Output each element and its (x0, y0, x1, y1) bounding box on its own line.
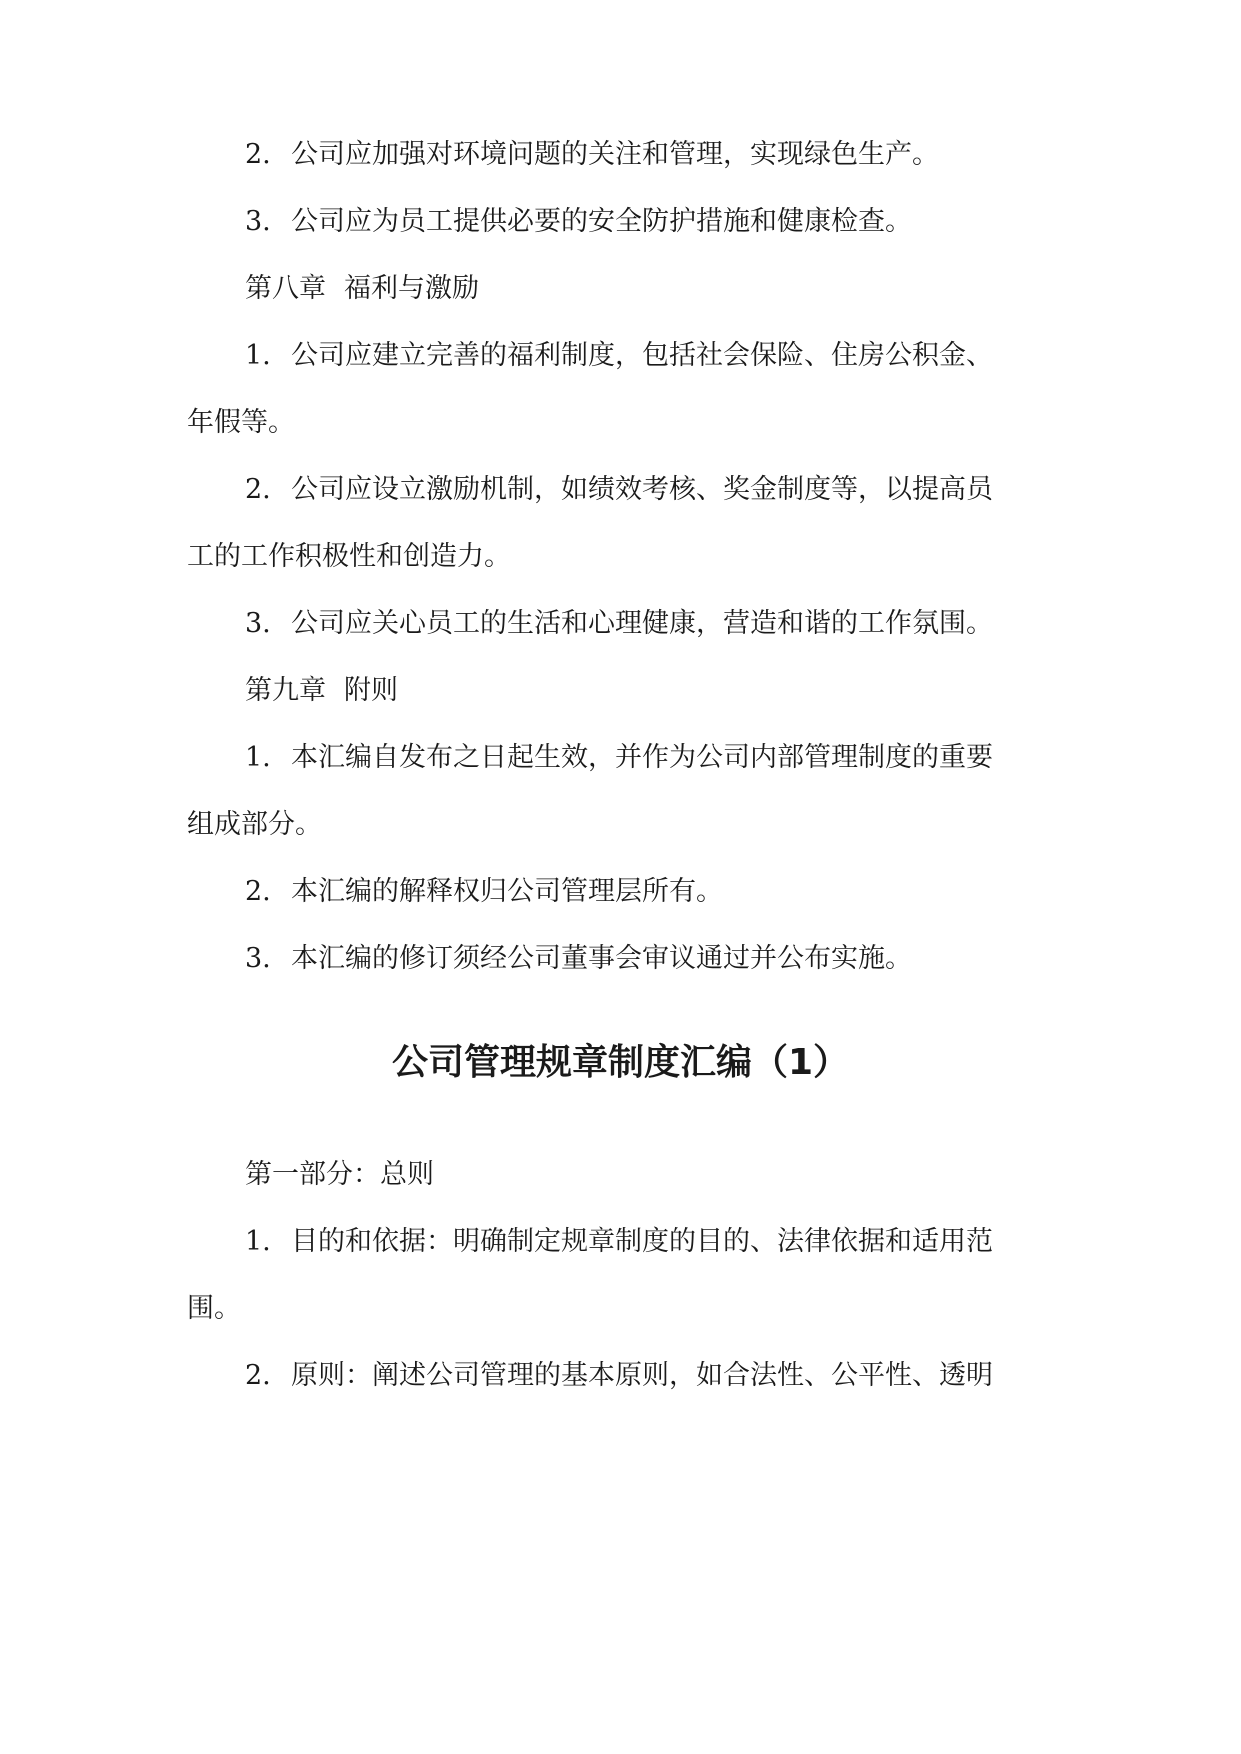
item-text: 目的和依据：明确制定规章制度的目的、法律依据和适用范 (291, 1226, 993, 1257)
section-heading (0, 1157, 1241, 1193)
item-number: 3. (245, 943, 271, 974)
chapter-heading (0, 673, 1241, 709)
list-item (0, 472, 1241, 508)
item-text: 公司应关心员工的生活和心理健康，营造和谐的工作氛围。 (291, 608, 993, 639)
chapter-title: 福利与激励 (344, 273, 479, 304)
item-number: 2. (245, 474, 271, 505)
item-number: 1. (245, 1226, 271, 1257)
list-item (0, 941, 1241, 977)
list-item-continuation (0, 405, 1241, 441)
list-item-continuation (0, 1291, 1241, 1327)
item-text: 公司应为员工提供必要的安全防护措施和健康检查。 (291, 206, 912, 237)
item-number: 3. (245, 608, 271, 639)
list-item (0, 1224, 1241, 1260)
list-item (0, 1358, 1241, 1394)
item-text: 公司应设立激励机制，如绩效考核、奖金制度等，以提高员 (291, 474, 993, 505)
list-item-continuation (0, 807, 1241, 843)
item-text: 围。 (187, 1293, 241, 1324)
list-item (0, 874, 1241, 910)
list-item (0, 338, 1241, 374)
item-text: 公司应加强对环境问题的关注和管理，实现绿色生产。 (291, 139, 939, 170)
list-item (0, 137, 1241, 173)
item-number: 2. (245, 876, 271, 907)
item-text: 组成部分。 (187, 809, 322, 840)
chapter-number: 第八章 (245, 273, 326, 304)
item-text: 本汇编的解释权归公司管理层所有。 (291, 876, 723, 907)
chapter-number: 第九章 (245, 675, 326, 706)
document-title: 公司管理规章制度汇编（1） (391, 1042, 850, 1083)
section-title: 第一部分：总则 (245, 1159, 434, 1190)
item-text: 工的工作积极性和创造力。 (187, 541, 511, 572)
item-text: 年假等。 (187, 407, 295, 438)
item-text: 本汇编的修订须经公司董事会审议通过并公布实施。 (291, 943, 912, 974)
item-text: 原则：阐述公司管理的基本原则，如合法性、公平性、透明 (291, 1360, 993, 1391)
item-text: 本汇编自发布之日起生效，并作为公司内部管理制度的重要 (291, 742, 993, 773)
item-text: 公司应建立完善的福利制度，包括社会保险、住房公积金、 (291, 340, 993, 371)
item-number: 3. (245, 206, 271, 237)
item-number: 2. (245, 1360, 271, 1391)
item-number: 1. (245, 340, 271, 371)
item-number: 1. (245, 742, 271, 773)
list-item (0, 204, 1241, 240)
list-item (0, 740, 1241, 776)
chapter-title: 附则 (344, 675, 398, 706)
item-number: 2. (245, 139, 271, 170)
chapter-heading (0, 271, 1241, 307)
list-item (0, 606, 1241, 642)
list-item-continuation (0, 539, 1241, 575)
